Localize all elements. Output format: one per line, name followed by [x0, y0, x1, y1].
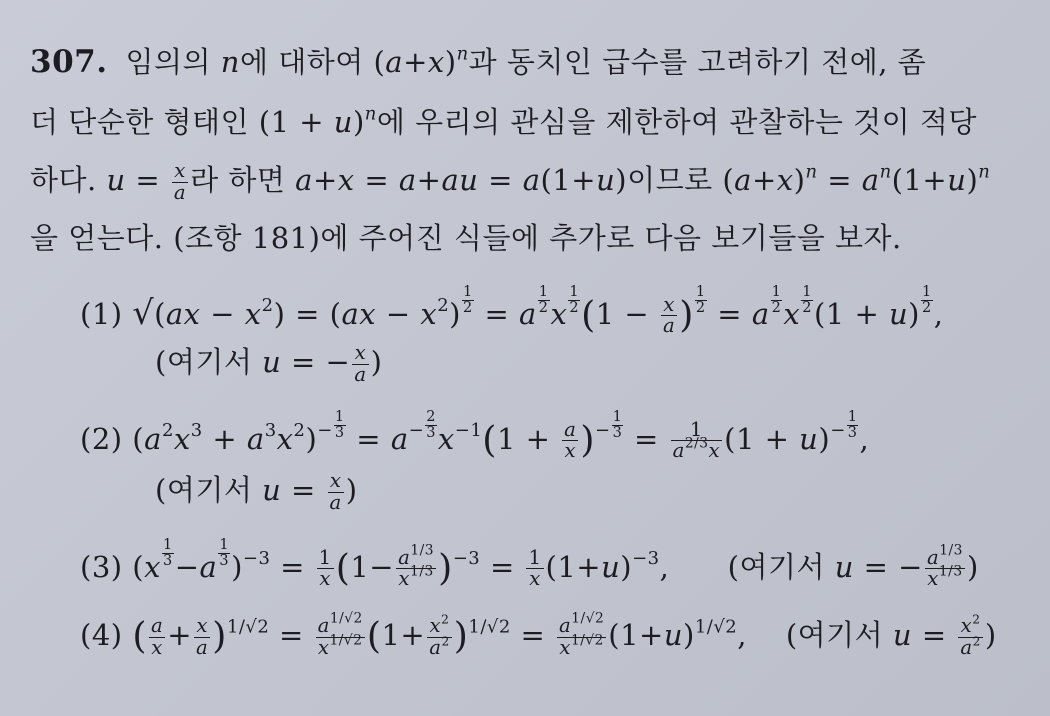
paragraph-line-1: 307. 임의의 n에 대하여 $(a+x)^n$과 동치인 급수를 고려하기 전에, 좀: [30, 43, 927, 80]
paragraph-line-3: 하다. u = $\frac{x}{a}$ 라 하면 a+x = a+au = a(1+u)이므로 $(a+x)^n = a^n(1+u)^n$: [30, 158, 991, 204]
example-1: (1) $√(ax - x^2) = (ax - x^2)$ $\frac{1}{2}$ = a $\frac{1}{2}$ x $\frac{1}{2}$ (1 − $\frac{x}{a}$ ) $\frac{1}{2}$ = a $\frac{1}{2}$ x $\frac{1}{2}$ (1 + u) $\frac{1}{2}$ ,: [80, 284, 944, 338]
example-1-where: (여기서 u = − $\frac{x}{a}$ ): [155, 340, 383, 386]
problem-number: 307.: [30, 44, 108, 80]
paragraph-line-4: 을 얻는다. (조항 181)에 주어진 식들에 추가로 다음 보기들을 보자.: [30, 221, 902, 255]
example-2-where: (여기서 u = $\frac{x}{a}$ ): [155, 468, 358, 514]
paragraph-line-2: 더 단순한 형태인 $(1 + u)^n$에 우리의 관심을 제한하여 관찰하는 것이 적당: [30, 103, 977, 139]
example-2: (2) $(a^2x^3 + a^3x^2)^-$ $\frac{1}{3}$ = a− $\frac{2}{3}$ $x^{-1}(1$ + $\frac{a}{x}$ )− $\frac{1}{3}$ = $\frac{1}{a^{2/3}x}$ (1 + u)− $\frac{1}{3}$ ,: [80, 409, 870, 463]
example-3: (3) (x $\frac{1}{3}$ −a $\frac{1}{3}$ )$^{-3}$ = $\frac{1}{x}$ (1− $\frac{a^{1/3}}{x^{1/3}}$ )$^{-3}$ = $\frac{1}{x}$ $(1+u)^{-3}$, (여기서 u = − $\frac{a^{1/3}}{x^{1/3}}$ ): [80, 537, 979, 591]
example-4: (4) ( $\frac{a}{x}$ + $\frac{x}{a}$ )$^{1/√2}$ = $\frac{a^{1/√2}}{x^{1/√2}}$ (1+ $\frac{x^2}{a^2}$ )$^{1/√2}$ = $\frac{a^{1/√2}}{x^{1/√2}}$ $(1+u)^{1/√2}$, (여기서 u = $\frac{x^2}{a^2}$ ): [80, 610, 997, 659]
